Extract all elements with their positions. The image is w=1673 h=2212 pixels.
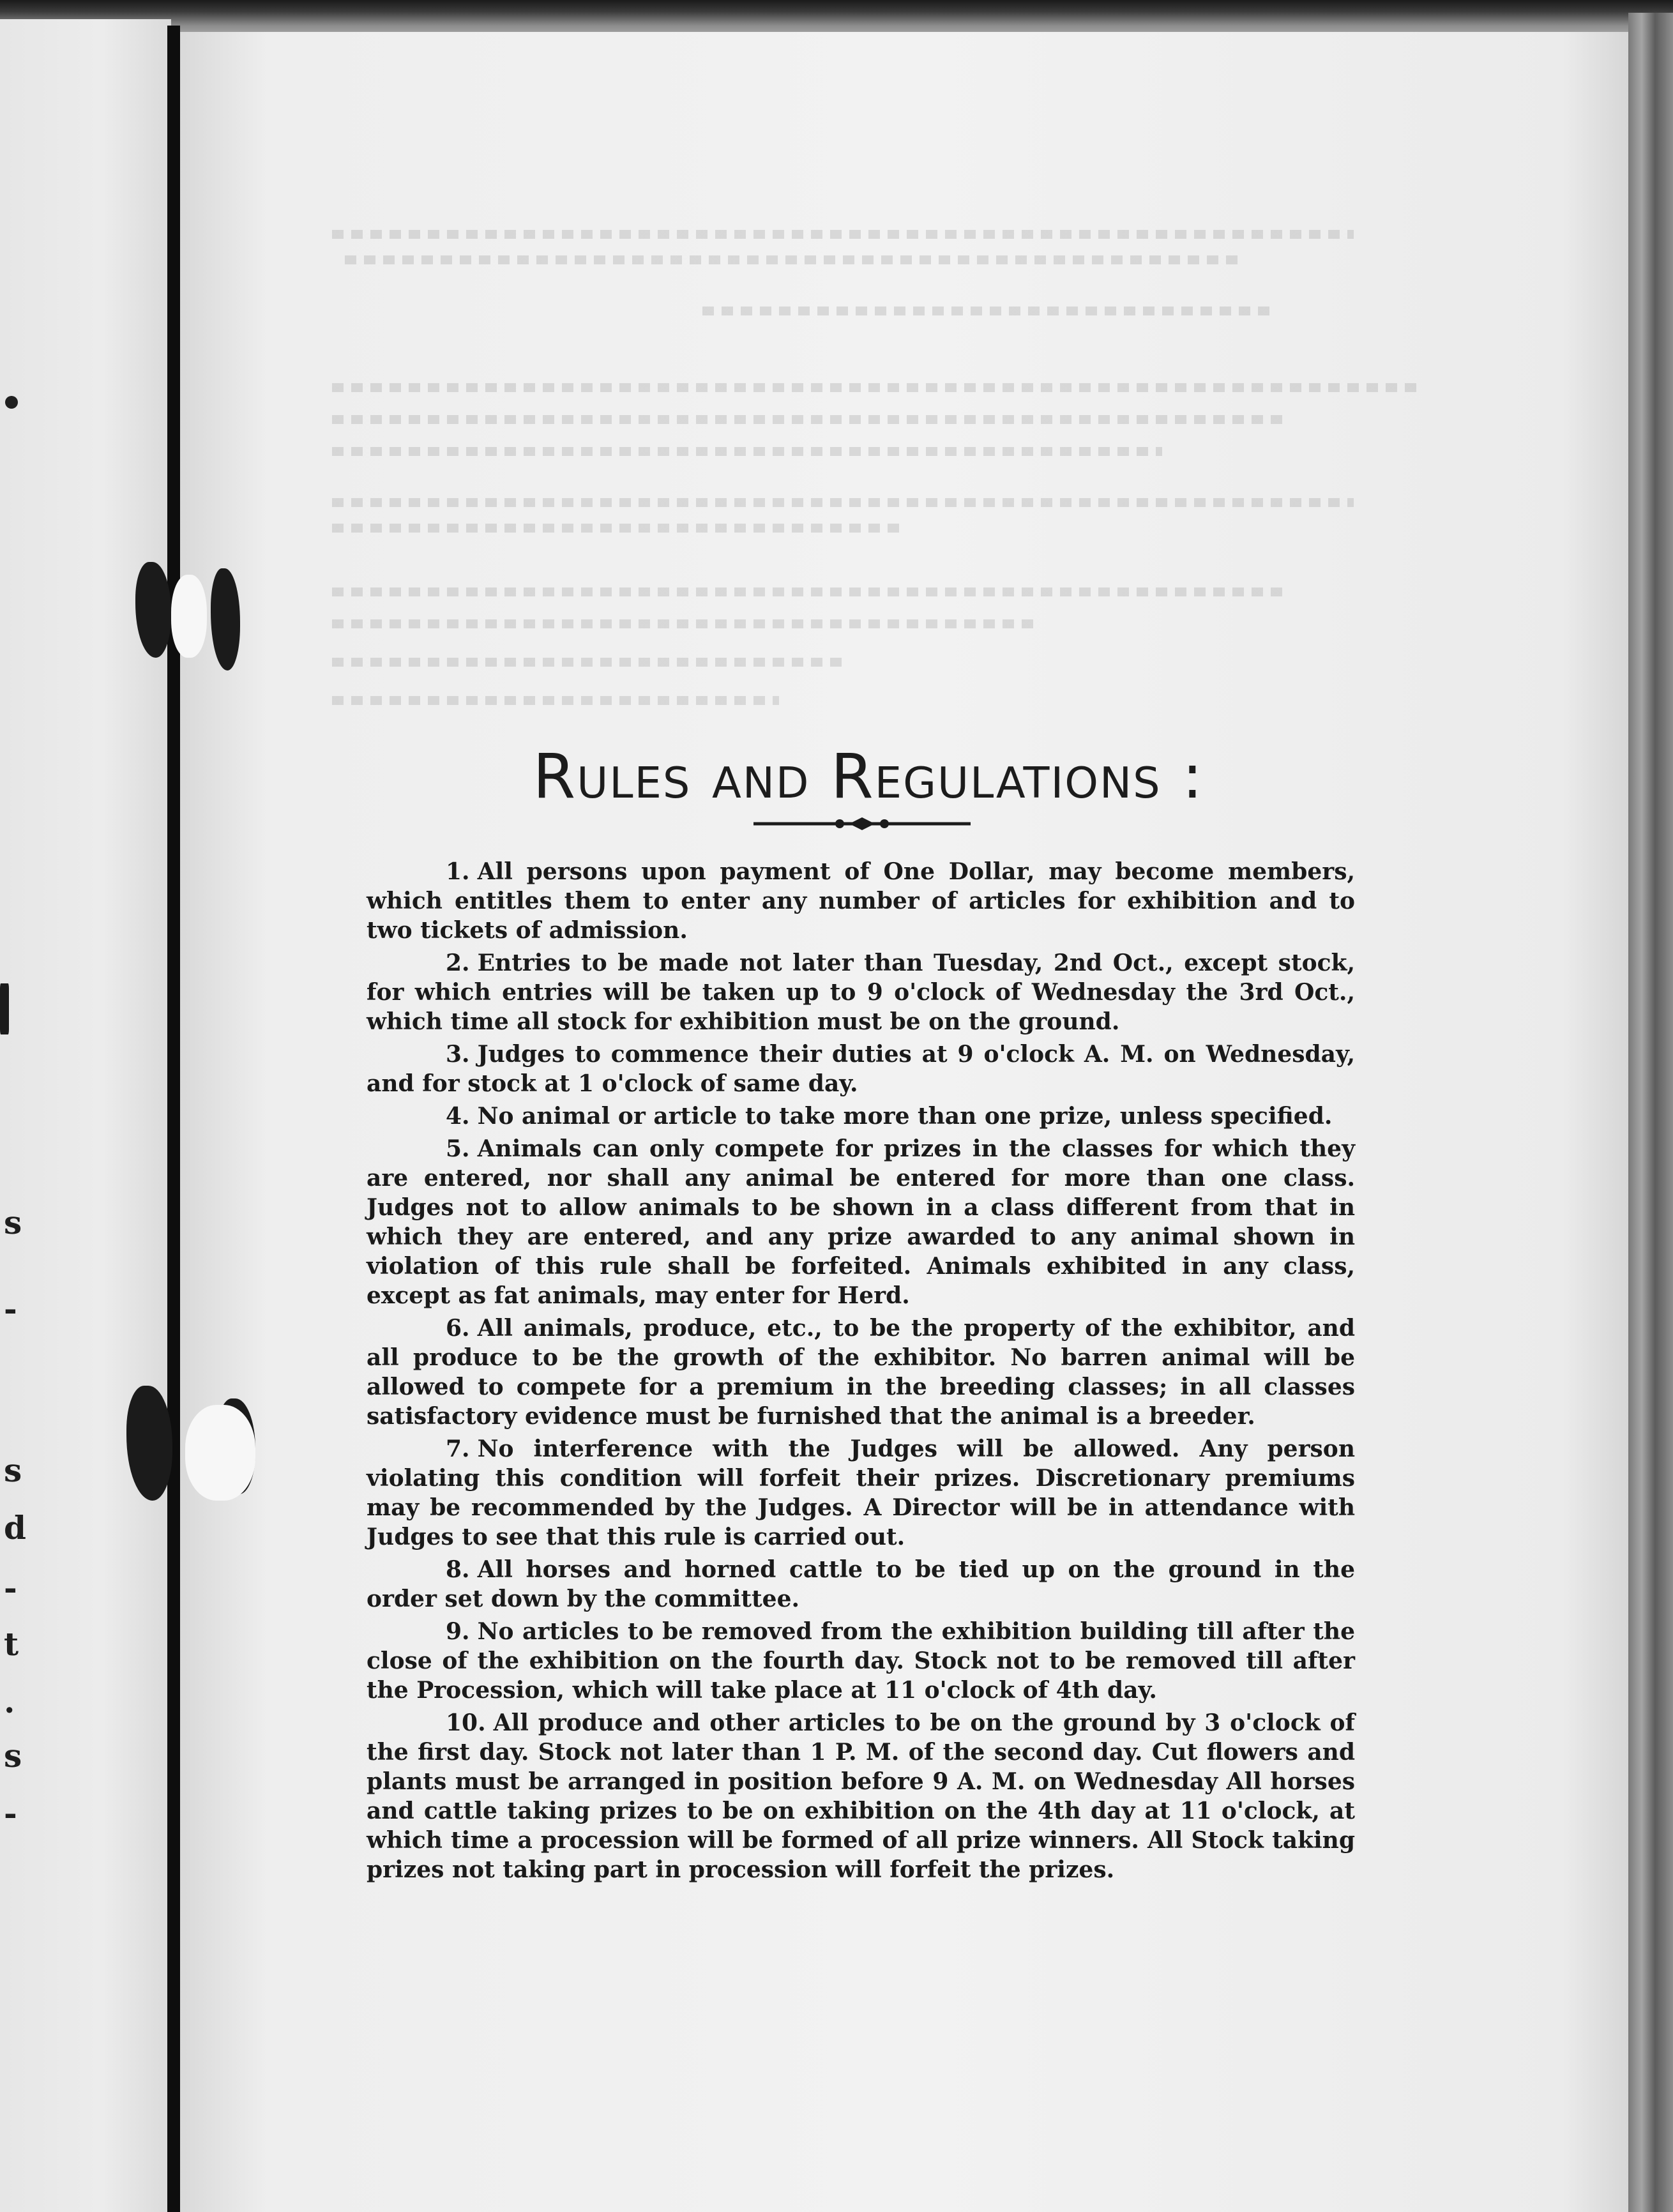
left-fragment: s xyxy=(4,1204,22,1241)
left-fragment: - xyxy=(4,1569,17,1607)
rule-item xyxy=(367,1555,1355,1614)
binding-gutter xyxy=(167,26,180,2212)
show-through-line xyxy=(332,696,779,705)
rule-text: No interference with the Judges will be allowed. Any person violating this condition will forfeit their prizes. Discretionary premiums may be recommended by the Judges. A Director will be in attendance with Judges to see that this rule is carried out. xyxy=(367,1436,1355,1550)
left-fragment: t xyxy=(4,1625,19,1663)
rule-text: All persons upon payment of One Dollar, may become members, which entitles them to enter any number of articles for exhibition and to two tickets of admission. xyxy=(367,858,1355,944)
rule-number: 5. xyxy=(446,1135,470,1162)
show-through-line xyxy=(332,498,1354,507)
rule-text: All produce and other articles to be on the ground by 3 o'clock of the first day. Stock not later than 1 P. M. of the second day. Cut flowers and plants must be arranged in position before 9 A. M. on Wednesday All horses and cattle taking prizes to be on exhibition on the 4th day at 11 o'clock, at which time a procession will be formed of all prize winners. All Stock taking prizes not taking part in procession will forfeit the prizes. xyxy=(367,1709,1355,1883)
rule-item xyxy=(367,1708,1355,1884)
show-through-line xyxy=(332,383,1418,392)
rule-text: No animal or article to take more than one prize, unless specified. xyxy=(477,1103,1333,1130)
show-through-line xyxy=(332,524,907,533)
rule-number: 6. xyxy=(446,1315,470,1342)
show-through-line xyxy=(332,415,1290,424)
left-page-edge xyxy=(0,19,171,2212)
rule-item xyxy=(367,1102,1355,1131)
left-fragment: - xyxy=(4,1794,17,1832)
binding-tear xyxy=(185,1405,255,1501)
rule-number: 1. xyxy=(446,858,470,885)
rule-text: Judges to commence their duties at 9 o'clock A. M. on Wednesday, and for stock at 1 o'clock of same day. xyxy=(367,1041,1355,1097)
title-ornament xyxy=(753,814,971,833)
show-through-line xyxy=(702,307,1277,315)
left-fragment: . xyxy=(4,1683,15,1720)
show-through-line xyxy=(345,255,1239,264)
rule-item xyxy=(367,1040,1355,1098)
rule-text: Animals can only compete for prizes in the classes for which they are entered, nor shall any animal be entered for more than one class. Judges not to allow animals to be shown in a class different from that in which they are entered, and any prize awarded to any animal shown in violation of this rule shall be forfeited. Animals exhibited in any class, except as fat animals, may enter for Herd. xyxy=(367,1135,1355,1309)
rule-number: 10. xyxy=(446,1709,486,1736)
show-through-line xyxy=(332,587,1290,596)
rule-text: No articles to be removed from the exhibition building till after the close of the exhibition on the fourth day. Stock not to be removed till after the Procession, which will take place at 11 o'clock of 4th day. xyxy=(367,1618,1355,1704)
binding-tear xyxy=(171,575,207,658)
rule-item xyxy=(367,1434,1355,1552)
rule-text: All horses and horned cattle to be tied up on the ground in the order set down by the committee. xyxy=(367,1556,1355,1612)
rule-item xyxy=(367,948,1355,1036)
left-fragment: s xyxy=(4,1737,22,1775)
left-fragment: d xyxy=(4,1509,26,1547)
show-through-line xyxy=(332,619,1034,628)
left-page-mark xyxy=(0,983,9,1034)
show-through-line xyxy=(332,230,1354,239)
right-page-edge xyxy=(1628,13,1673,2212)
rule-number: 9. xyxy=(446,1618,470,1645)
rule-text: All animals, produce, etc., to be the property of the exhibitor, and all produce to be the growth of the exhibitor. No barren animal will be allowed to compete for a premium in the breeding classes; in all classes satisfactory evidence must be furnished that the animal is a breeder. xyxy=(367,1315,1355,1430)
left-fragment: s xyxy=(4,1451,22,1489)
rule-number: 2. xyxy=(446,950,470,976)
rule-item xyxy=(367,1617,1355,1705)
rule-number: 4. xyxy=(446,1103,470,1130)
rule-item xyxy=(367,1314,1355,1431)
rule-number: 3. xyxy=(446,1041,470,1068)
rules-list xyxy=(367,857,1355,1888)
page-title: Rules and Regulations : xyxy=(533,741,1204,812)
rule-text: Entries to be made not later than Tuesday, 2nd Oct., except stock, for which entries will be taken up to 9 o'clock of Wednesday the 3rd Oct., which time all stock for exhibition must be on the ground. xyxy=(367,950,1355,1035)
rule-item xyxy=(367,1134,1355,1310)
rule-number: 7. xyxy=(446,1436,470,1462)
left-fragment: - xyxy=(4,1290,17,1328)
show-through-line xyxy=(332,447,1162,456)
show-through-line xyxy=(332,658,843,667)
rule-number: 8. xyxy=(446,1556,470,1583)
rule-item xyxy=(367,857,1355,945)
left-page-dot xyxy=(5,396,18,409)
